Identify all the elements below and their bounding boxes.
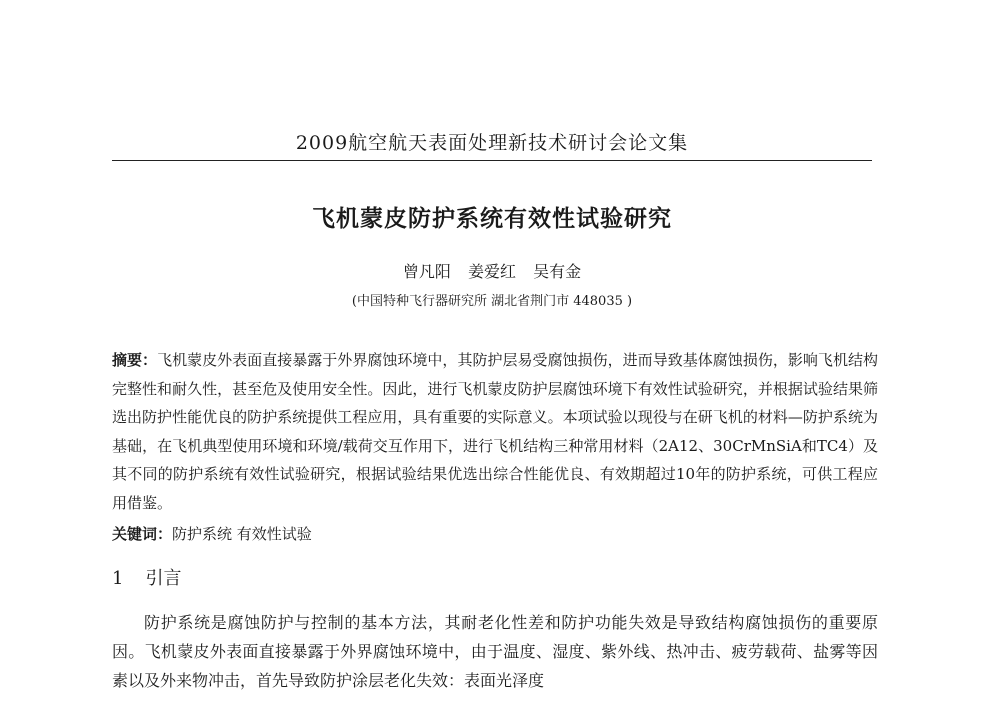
abstract-text: 飞机蒙皮外表面直接暴露于外界腐蚀环境中，其防护层易受腐蚀损伤，进而导致基体腐蚀损伤，影响飞机结构完整性和耐久性，甚至危及使用安全性。因此，进行飞机蒙皮防护层腐蚀环境下有效性试验研究，并根据试验结果筛选出防护性能优良的防护系统提供工程应用，具有重要的实际意义。本项试验以现役与在研飞机的材料—防护系统为基础，在飞机典型使用环境和环境/载荷交互作用下，进行飞机结构三种常用材料（2A12、30CrMnSiA和TC4）及其不同的防护系统有效性试验研究，根据试验结果优选出综合性能优良、有效期超过10年的防护系统，可供工程应用借鉴。 — [112, 351, 878, 512]
keywords-block — [112, 522, 872, 546]
paper-title: 飞机蒙皮防护系统有效性试验研究 — [312, 205, 672, 232]
section-heading — [112, 566, 872, 592]
abstract-label: 摘要： — [112, 351, 158, 369]
abstract-block — [112, 346, 878, 517]
body-paragraph: 防护系统是腐蚀防护与控制的基本方法，其耐老化性差和防护功能失效是导致结构腐蚀损伤的重要原因。飞机蒙皮外表面直接暴露于外界腐蚀环境中，由于温度、湿度、紫外线、热冲击、疲劳载荷、盐雾等因素以及外来物冲击，首先导致防护涂层老化失效：表面光泽度 — [112, 613, 878, 690]
header-divider — [112, 160, 872, 161]
paper-affiliation: (中国特种飞行器研究所 湖北省荆门市 448035 ) — [351, 294, 633, 309]
paper-authors: 曾凡阳 姜爱红 吴有金 — [402, 262, 582, 281]
section-number: 1 — [112, 568, 124, 589]
keywords-label: 关键词： — [112, 525, 173, 543]
section-title: 引言 — [145, 568, 182, 589]
keywords-text: 防护系统 有效性试验 — [172, 525, 312, 543]
proceedings-header: 2009航空航天表面处理新技术研讨会论文集 — [295, 132, 689, 154]
